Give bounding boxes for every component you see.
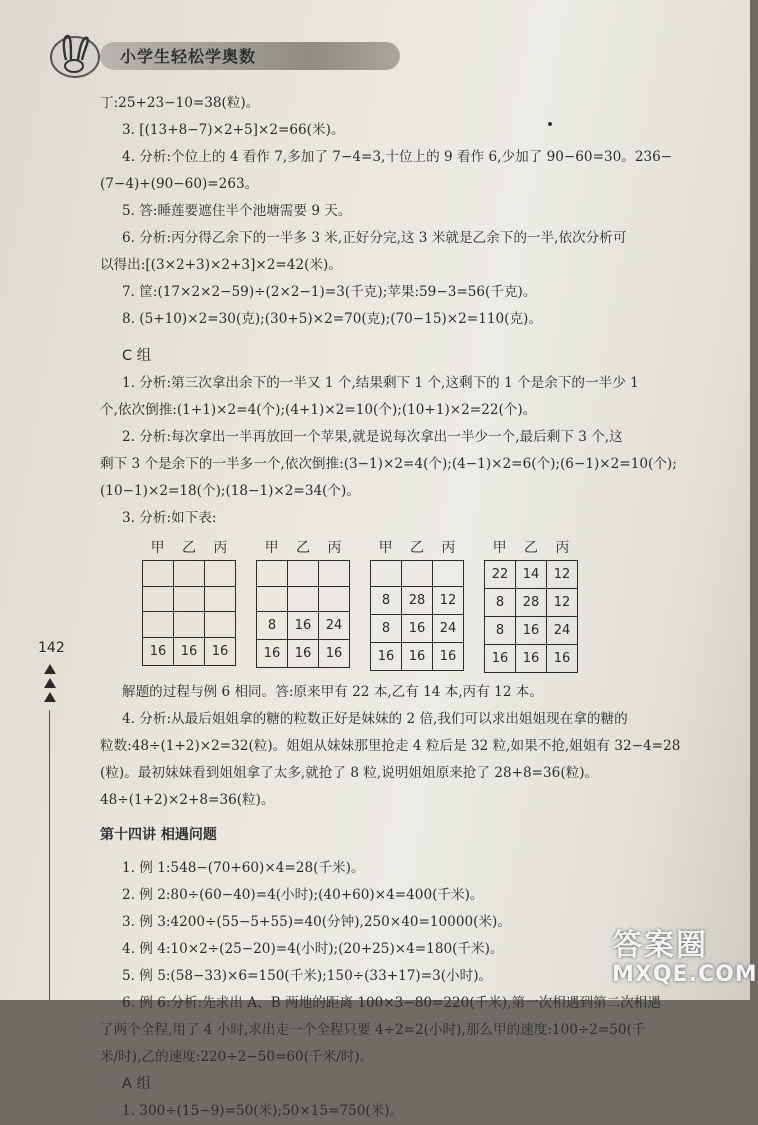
text-line: 2. 分析:每次拿出一半再放回一个苹果,就是说每次拿出一半少一个,最后剩下 3 个,这: [122, 429, 623, 445]
table-cell: 16: [143, 637, 174, 665]
table-cell: 16: [516, 645, 547, 673]
table-cell: 8: [257, 612, 288, 640]
table-header-cell: 甲: [264, 540, 279, 556]
table-cell: [205, 612, 236, 638]
text-line: 1. 例 1:548−(70+60)×4=28(千米)。: [122, 860, 365, 876]
text-line: 8. (5+10)×2=30(克);(30+5)×2=70(克);(70−15)×2=110(克)。: [122, 311, 542, 327]
table-cell: [288, 586, 319, 612]
header-title: 小学生轻松学奥数: [120, 47, 257, 66]
table-cell: 14: [516, 561, 547, 589]
table-row: [143, 561, 236, 587]
table-cell: 8: [485, 589, 516, 617]
table-cell: [433, 561, 464, 587]
table-cell: 8: [371, 586, 402, 614]
number-grid: [484, 560, 578, 673]
table-row: [485, 645, 578, 673]
text-line: 了两个全程,用了 4 小时,求出走一个全程只要 4÷2=2(小时),那么甲的速度:100÷2=50(千: [100, 1022, 646, 1038]
table-header: [370, 536, 464, 560]
page-number: 142: [38, 640, 65, 656]
table-cell: [174, 586, 205, 612]
table-cell: [174, 612, 205, 638]
triangle-icon: [44, 664, 56, 674]
triangle-icon: [44, 692, 56, 702]
table-header-cell: 甲: [150, 540, 165, 556]
text-line: 丁:25+23−10=38(粒)。: [100, 95, 260, 111]
number-grid: [142, 560, 236, 666]
table-cell: 16: [288, 612, 319, 640]
margin-rule: [49, 710, 50, 1000]
table-row: [371, 642, 464, 670]
table-header-cell: 丙: [555, 540, 570, 556]
text-line: (10−1)×2=18(个);(18−1)×2=34(个)。: [100, 483, 360, 499]
table-row: [371, 586, 464, 614]
table-header-cell: 丙: [327, 540, 342, 556]
number-grid: [370, 560, 464, 671]
text-line: 粒数:48÷(1+2)×2=32(粒)。姐姐从妹妹那里抢走 4 粒后是 32 粒,如果不抢,姐姐有 32−4=28: [100, 738, 681, 754]
table-row: [485, 617, 578, 645]
table-header-cell: 乙: [409, 540, 424, 556]
table-row: [257, 586, 350, 612]
text-line: 4. 分析:个位上的 4 看作 7,多加了 7−4=3,十位上的 9 看作 6,少加了 90−60=30。236−: [122, 149, 673, 165]
text-line: 1. 300÷(15−9)=50(米);50×15=750(米)。: [122, 1103, 404, 1119]
table-header-cell: 丙: [441, 540, 456, 556]
table-cell: 24: [433, 614, 464, 642]
text-line: 以得出:[(3×2+3)×2+3]×2=42(米)。: [100, 257, 342, 273]
watermark-text: 答案圈: [612, 928, 708, 963]
text-line: 4. 分析:从最后姐姐拿的糖的粒数正好是妹妹的 2 倍,我们可以求出姐姐现在拿的糖的: [122, 711, 628, 727]
table-cell: 8: [371, 614, 402, 642]
table-cell: [371, 561, 402, 587]
text-line: 1. 分析:第三次拿出余下的一半又 1 个,结果剩下 1 个,这剩下的 1 个是余下的一半少 1: [122, 375, 639, 391]
text-line: 剩下 3 个是余下的一半多一个,依次倒推:(3−1)×2=4(个);(4−1)×2=6(个);(6−1)×2=10(个);: [100, 456, 677, 472]
tables-row: [142, 536, 720, 673]
table-header-cell: 乙: [181, 540, 196, 556]
table-header: [484, 536, 578, 560]
page-header: [40, 30, 360, 80]
text-line: 6. 分析:丙分得乙余下的一半多 3 米,正好分完,这 3 米就是乙余下的一半,依次分析可: [122, 230, 627, 246]
table-cell: [319, 561, 350, 587]
table-row: [485, 589, 578, 617]
table-cell: [143, 561, 174, 587]
table-cell: 16: [433, 642, 464, 670]
table-row: [257, 640, 350, 668]
table-cell: 16: [371, 642, 402, 670]
table-cell: 16: [547, 645, 578, 673]
text-line: 48÷(1+2)×2+8=36(粒)。: [100, 792, 275, 808]
rabbit-logo-icon: [40, 30, 110, 80]
text-line: (7−4)+(90−60)=263。: [100, 176, 259, 192]
table-cell: [205, 586, 236, 612]
triangle-icon: [44, 678, 56, 688]
table-cell: 16: [402, 614, 433, 642]
table-row: [143, 612, 236, 638]
table-cell: 16: [205, 637, 236, 665]
table-row: [485, 561, 578, 589]
table-cell: [288, 561, 319, 587]
table-header-cell: 甲: [492, 540, 507, 556]
table-cell: 16: [319, 640, 350, 668]
text-line: 6. 例 6:分析:先求出 A、B 两地的距离 100×3−80=220(千米),第一次相遇到第二次相遇: [122, 995, 661, 1011]
table-cell: 28: [402, 586, 433, 614]
table-cell: [143, 586, 174, 612]
grid-table-4: [484, 536, 578, 673]
table-cell: 16: [516, 617, 547, 645]
text-line: 2. 例 2:80÷(60−40)=4(小时);(40+60)×4=400(千米)。: [122, 887, 484, 903]
table-row: [257, 561, 350, 587]
table-cell: [402, 561, 433, 587]
table-header: [142, 536, 236, 560]
text-line: 个,依次倒推:(1+1)×2=4(个);(4+1)×2=10(个);(10+1)×2=22(个)。: [100, 402, 537, 418]
lecture-title: 第十四讲 相遇问题: [100, 827, 217, 843]
table-header: [256, 536, 350, 560]
text-line: 3. [(13+8−7)×2+5]×2=66(米)。: [122, 122, 345, 138]
grid-table-1: [142, 536, 236, 673]
grid-table-2: [256, 536, 350, 673]
text-line: 5. 答:睡莲要遮住半个池塘需要 9 天。: [122, 203, 352, 219]
table-cell: 24: [319, 612, 350, 640]
table-row: [371, 614, 464, 642]
table-cell: 16: [288, 640, 319, 668]
table-cell: [143, 612, 174, 638]
text-line: 7. 筐:(17×2×2−59)÷(2×2−1)=3(千克);苹果:59−3=56(千克)。: [122, 284, 537, 300]
table-row: [371, 561, 464, 587]
text-line: 3. 例 3:4200÷(55−5+55)=40(分钟),250×40=10000(米)。: [122, 914, 511, 930]
table-cell: [174, 561, 205, 587]
section-title-a: A 组: [122, 1076, 152, 1092]
table-cell: [257, 586, 288, 612]
table-cell: [205, 561, 236, 587]
table-cell: 12: [547, 561, 578, 589]
text-line: 3. 分析:如下表:: [122, 510, 217, 526]
table-header-cell: 乙: [523, 540, 538, 556]
table-cell: 8: [485, 617, 516, 645]
table-cell: [257, 561, 288, 587]
table-cell: 12: [433, 586, 464, 614]
table-header-cell: 丙: [213, 540, 228, 556]
table-cell: 12: [547, 589, 578, 617]
text-line: 米/时),乙的速度:220÷2−50=60(千米/时)。: [100, 1049, 374, 1065]
table-cell: 28: [516, 589, 547, 617]
table-cell: 16: [402, 642, 433, 670]
table-row: [143, 637, 236, 665]
table-row: [257, 612, 350, 640]
table-header-cell: 乙: [295, 540, 310, 556]
text-line: 5. 例 5:(58−33)×6=150(千米);150÷(33+17)=3(小时)。: [122, 968, 493, 984]
table-cell: 16: [174, 637, 205, 665]
grid-table-3: [370, 536, 464, 673]
number-grid: [256, 560, 350, 668]
watermark-logo: [612, 920, 758, 1000]
table-header-cell: 甲: [378, 540, 393, 556]
table-row: [143, 586, 236, 612]
text-line: 4. 例 4:10×2÷(25−20)=4(小时);(20+25)×4=180(千米)。: [122, 941, 504, 957]
table-cell: 24: [547, 617, 578, 645]
table-cell: [319, 586, 350, 612]
text-line: 解题的过程与例 6 相同。答:原来甲有 22 本,乙有 14 本,丙有 12 本。: [122, 684, 543, 700]
section-title-c: C 组: [122, 348, 152, 364]
table-cell: 22: [485, 561, 516, 589]
table-cell: 16: [485, 645, 516, 673]
watermark-url: MXQE.COM: [612, 962, 758, 987]
table-cell: 16: [257, 640, 288, 668]
text-line: (粒)。最初妹妹看到姐姐拿了太多,就抢了 8 粒,说明姐姐原来抢了 28+8=36(粒)。: [100, 765, 599, 781]
